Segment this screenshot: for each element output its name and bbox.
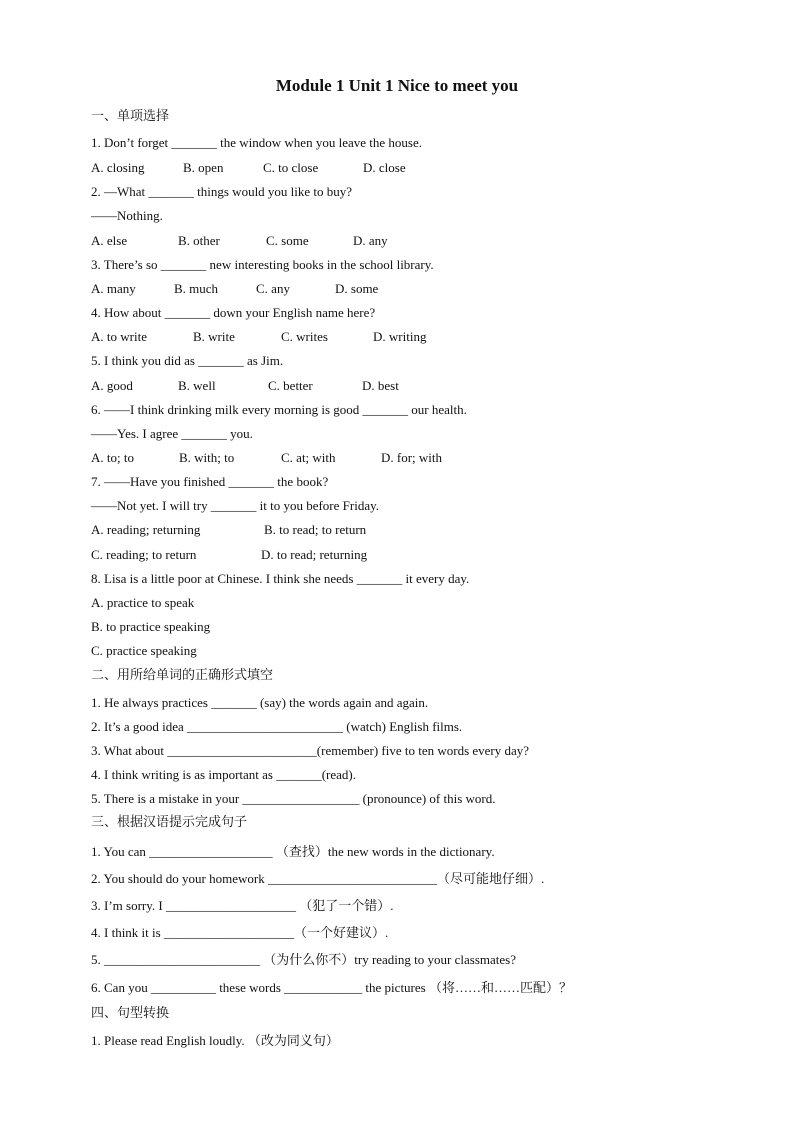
question-line: ——Not yet. I will try _______ it to you before Friday. [91,498,380,513]
question: 6. ——I think drinking milk every morning is good _______ our health. [91,402,467,417]
option: B. to read; to return [264,522,367,537]
option: D. best [362,378,399,393]
option: D. close [363,160,406,175]
question-line: ——Nothing. [91,208,163,223]
question: 1. Don’t forget _______ the window when you leave the house. [91,135,422,150]
sentence-question: 3. I’m sorry. I ____________________ （犯了一个错）. [91,898,394,913]
transform-question: 1. Please read English loudly. （改为同义句） [91,1033,339,1048]
sentence-question: 4. I think it is ____________________（一个好建议）. [91,925,389,940]
option: D. for; with [381,450,443,465]
option: B. much [174,281,219,296]
option: A. good [91,378,133,393]
option: C. reading; to return [91,547,197,562]
option: B. open [183,160,224,175]
option: B. with; to [179,450,235,465]
fill-question: 1. He always practices _______ (say) the words again and again. [91,695,429,710]
question: 5. I think you did as _______ as Jim. [91,353,284,368]
sentence-question: 5. ________________________ （为什么你不）try reading to your classmates? [91,952,516,967]
question: 2. —What _______ things would you like to buy? [91,184,353,199]
fill-question: 4. I think writing is as important as _______(read). [91,767,357,782]
option: B. well [178,378,216,393]
question: 7. ——Have you finished _______ the book? [91,474,329,489]
option: D. some [335,281,379,296]
option: A. to; to [91,450,134,465]
option: D. any [353,233,388,248]
question: 8. Lisa is a little poor at Chinese. I think she needs _______ it every day. [91,571,470,586]
question-line: ——Yes. I agree _______ you. [91,426,253,441]
fill-question: 5. There is a mistake in your __________________ (pronounce) of this word. [91,791,496,806]
option: B. other [178,233,220,248]
section-heading: 四、句型转换 [91,1006,170,1021]
option: C. to close [263,160,319,175]
document-title: Module 1 Unit 1 Nice to meet you [275,76,519,95]
option: C. writes [281,329,328,344]
question: 4. How about _______ down your English name here? [91,305,376,320]
section-heading: 三、根据汉语提示完成句子 [91,815,248,830]
question: 3. There’s so _______ new interesting books in the school library. [91,257,434,272]
option: D. to read; returning [261,547,368,562]
option: D. writing [373,329,427,344]
option: B. write [193,329,235,344]
option: A. practice to speak [91,595,195,610]
fill-question: 3. What about _______________________(remember) five to ten words every day? [91,743,530,758]
section-heading: 一、单项选择 [91,109,170,124]
fill-question: 2. It’s a good idea ________________________ (watch) English films. [91,719,463,734]
option: C. any [256,281,290,296]
section-heading: 二、用所给单词的正确形式填空 [91,668,274,683]
sentence-question: 2. You should do your homework __________________________（尽可能地仔细）. [91,871,545,886]
option: C. some [266,233,309,248]
option: A. reading; returning [91,522,201,537]
sentence-question: 6. Can you __________ these words ____________ the pictures （将……和……匹配）？ [91,980,572,995]
option: A. to write [91,329,147,344]
option: C. better [268,378,313,393]
option: B. to practice speaking [91,619,211,634]
option: C. at; with [281,450,336,465]
option: A. else [91,233,128,248]
option: A. many [91,281,136,296]
option: A. closing [91,160,145,175]
option: C. practice speaking [91,643,197,658]
sentence-question: 1. You can ___________________ （查找）the new words in the dictionary. [91,844,495,859]
